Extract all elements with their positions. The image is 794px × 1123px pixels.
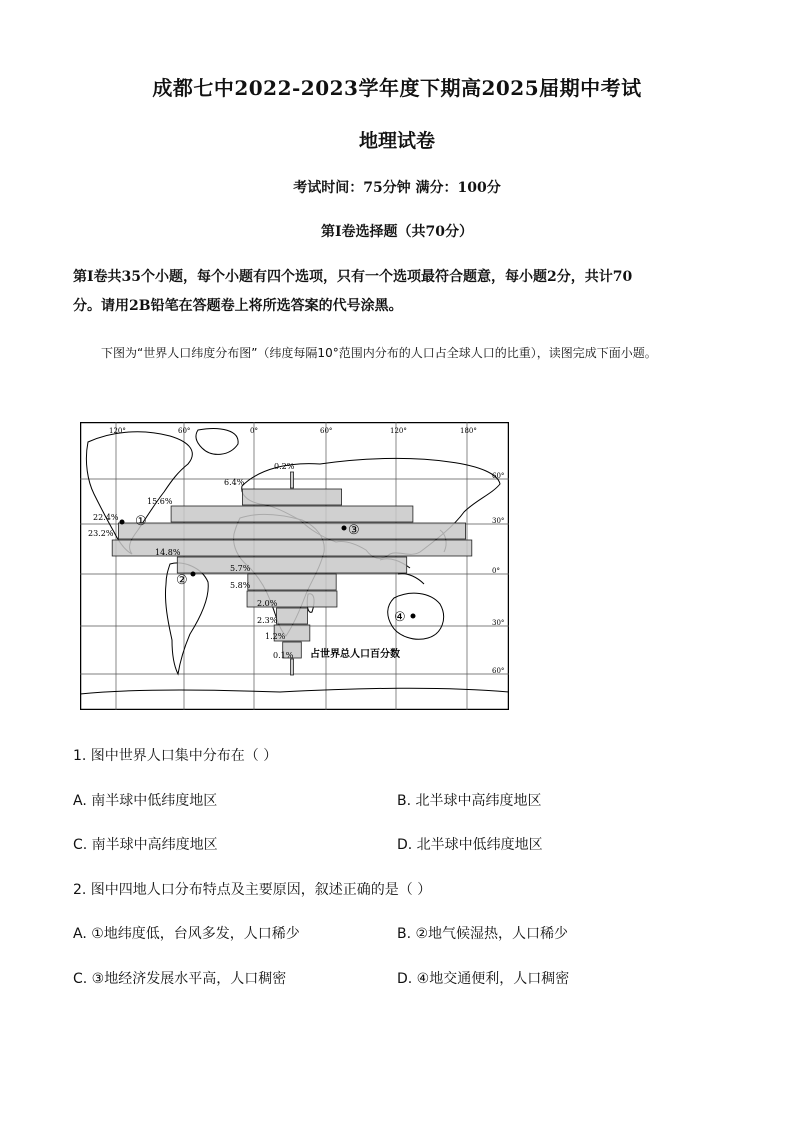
site-1-marker: ① — [135, 514, 147, 529]
population-bar — [171, 506, 413, 522]
question-1-stem: 1. 图中世界人口集中分布在（ ） — [73, 748, 278, 764]
question-1-option-b[interactable]: B. 北半球中高纬度地区 — [397, 793, 542, 809]
population-bar — [118, 523, 465, 539]
question-2-option-a[interactable]: A. ①地纬度低，台风多发，人口稀少 — [73, 926, 300, 942]
label-22.4: 22.4% — [93, 513, 119, 522]
instruction-line-2: 分。请用2B铅笔在答题卷上将所选答案的代号涂黑。 — [73, 298, 403, 314]
question-2-option-c[interactable]: C. ③地经济发展水平高，人口稠密 — [73, 971, 287, 987]
population-bar — [242, 489, 341, 505]
label-2.3: 2.3% — [257, 616, 278, 625]
site-1-dot — [120, 520, 125, 525]
label-5.8: 5.8% — [230, 581, 251, 590]
lat-label-60n: 60° — [492, 472, 505, 480]
lon-label-120w: 120° — [109, 427, 126, 435]
exam-meta: 考试时间：75分钟 满分：100分 — [293, 180, 501, 196]
question-1-option-a[interactable]: A. 南半球中低纬度地区 — [73, 793, 218, 809]
lon-label-60w: 60° — [178, 427, 191, 435]
population-bar — [277, 608, 308, 624]
lat-label-60s: 60° — [492, 667, 505, 675]
question-2-option-d[interactable]: D. ④地交通便利，人口稠密 — [397, 971, 570, 987]
lat-label-30n: 30° — [492, 517, 505, 525]
label-5.7: 5.7% — [230, 564, 251, 573]
lat-label-0: 0° — [492, 567, 500, 575]
label-14.8: 14.8% — [155, 548, 181, 557]
lon-label-120e: 120° — [390, 427, 407, 435]
label-0.1: 0.1% — [273, 651, 294, 660]
exam-title: 成都七中2022-2023学年度下期高2025届期中考试 — [152, 76, 642, 100]
question-1-option-d[interactable]: D. 北半球中低纬度地区 — [397, 837, 543, 853]
lon-label-180: 180° — [460, 427, 477, 435]
subject-title: 地理试卷 — [358, 130, 435, 152]
population-bar — [291, 659, 294, 675]
label-0.2: 0.2% — [274, 462, 295, 471]
site-4-dot — [411, 614, 416, 619]
label-6.4: 6.4% — [224, 478, 245, 487]
site-2-dot — [191, 572, 196, 577]
site-4-marker: ④ — [394, 610, 406, 625]
site-2-marker: ② — [176, 573, 188, 588]
population-map — [80, 422, 509, 710]
question-1-option-c[interactable]: C. 南半球中高纬度地区 — [73, 837, 218, 853]
label-2.0: 2.0% — [257, 599, 278, 608]
population-bar — [290, 472, 293, 488]
label-1.2: 1.2% — [265, 632, 286, 641]
population-bar — [248, 574, 336, 590]
section-heading: 第Ⅰ卷选择题（共70分） — [320, 224, 474, 240]
lon-label-0: 0° — [250, 427, 258, 435]
label-15.6: 15.6% — [147, 497, 173, 506]
lon-label-60e: 60° — [320, 427, 333, 435]
instructions — [73, 234, 733, 321]
label-23.2: 23.2% — [88, 529, 114, 538]
site-3-marker: ③ — [348, 523, 360, 538]
question-2-stem: 2. 图中四地人口分布特点及主要原因，叙述正确的是（ ） — [73, 882, 432, 898]
question-2-option-b[interactable]: B. ②地气候湿热，人口稀少 — [397, 926, 569, 942]
map-svg — [80, 422, 509, 710]
lat-label-30s: 30° — [492, 619, 505, 627]
site-3-dot — [342, 526, 347, 531]
legend-text: 占世界总人口百分数 — [310, 649, 400, 660]
instruction-line-1: 第Ⅰ卷共35个小题，每个小题有四个选项，只有一个选项最符合题意，每小题2分，共计70 — [73, 269, 633, 285]
population-bar — [177, 557, 406, 573]
intro-text: 下图为“世界人口纬度分布图”（纬度每隔10°范围内分布的人口占全球人口的比重），读图完成下面小题。 — [101, 346, 657, 360]
